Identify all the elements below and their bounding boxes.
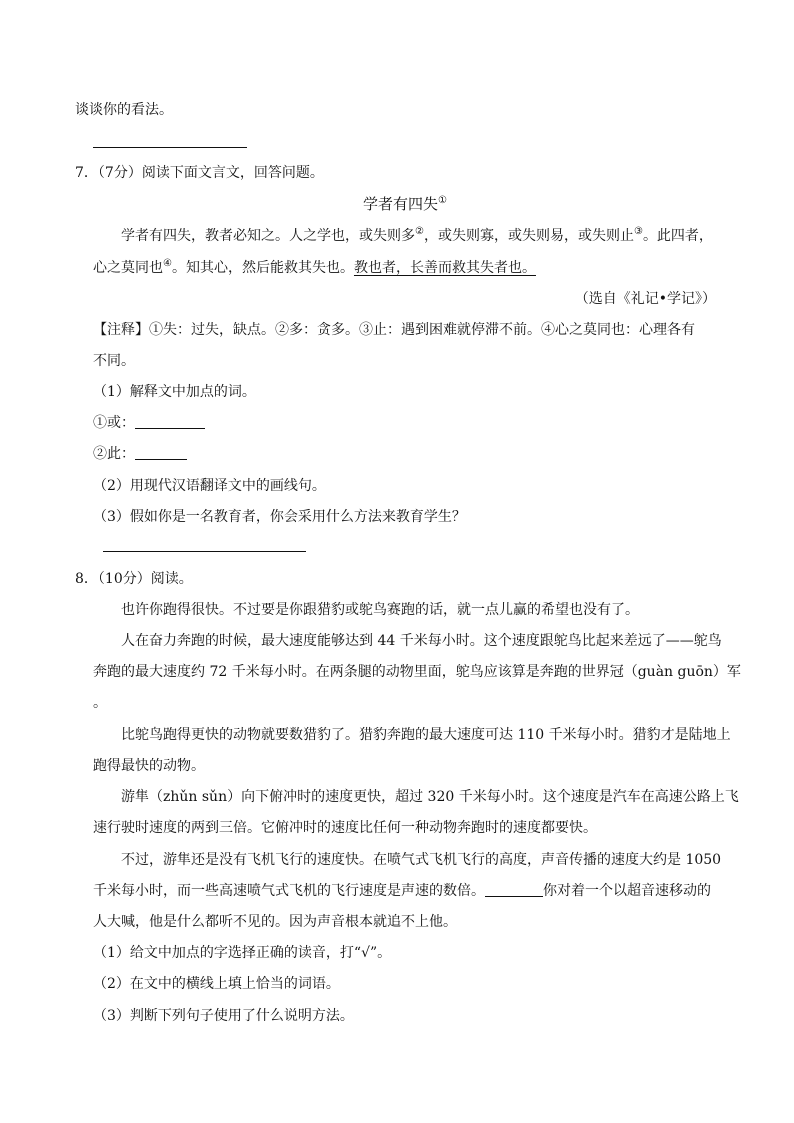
question-7-heading: 7．（7分）阅读下面文言文，回答问题。 [75,165,324,181]
passage-text: 。知其心，然后能救其失也。 [171,260,354,276]
passage-source: （选自《礼记•学记》） [574,291,716,307]
item-label: ①或： [93,415,135,431]
passage-line: 人大喊，他是什么都听不见的。因为声音根本就追不上他。 [93,914,457,930]
note-marker: ① [438,195,447,206]
sub-question: （1）给文中加点的字选择正确的读音，打“√”。 [93,945,392,961]
notes-line: 不同。 [93,353,135,369]
passage-line: 奔跑的最大速度约 72 千米每小时。在两条腿的动物里面，鸵鸟应该算是奔跑的世界冠（guàn guōn）军 [93,664,741,680]
passage-line: 速行驶时速度的两到三倍。它俯冲时的速度比任何一种动物奔跑时的速度都要快。 [93,820,597,836]
passage-line [93,258,536,278]
passage-title [363,194,447,214]
passage-line: 也许你跑得很快。不过要是你跟猎豹或鸵鸟赛跑的话，就一点儿赢的希望也没有了。 [121,602,639,618]
notes-line: 【注释】①失：过失，缺点。②多：贪多。③止：遇到困难就停滞不前。④心之莫同也：心理各有 [93,322,695,338]
passage-line [121,226,713,246]
answer-blank[interactable] [93,147,247,148]
underlined-sentence: 教也者，长善而救其失者也。 [353,260,536,276]
passage-line: 不过，游隼还是没有飞机飞行的速度快。在喷气式飞机飞行的高度，声音传播的速度大约是 1050 [121,852,722,868]
passage-line: 跑得最快的动物。 [93,758,205,774]
sub-question: （2）用现代汉语翻译文中的画线句。 [93,478,326,494]
answer-blank[interactable] [135,445,187,460]
item-label: ②此： [93,446,135,462]
passage-line: 比鸵鸟跑得更快的动物就要数猎豹了。猎豹奔跑的最大速度可达 110 千米每小时。猎豹才是陆地上 [121,727,731,743]
passage-text: 你对着一个以超音速移动的 [543,883,711,899]
note-marker: ④ [163,258,172,269]
sub-question-item [93,413,205,433]
passage-text: 心之莫同也 [93,260,163,276]
sub-question: （3）判断下列句子使用了什么说明方法。 [93,1008,354,1024]
passage-text: 千米每小时，而一些高速喷气式飞机的飞行速度是声速的数倍。 [93,883,485,899]
question-8-heading: 8．（10分）阅读。 [75,571,193,587]
sub-question-item [93,444,187,464]
passage-line: 游隼（zhǔn sǔn）向下俯冲时的速度更快，超过 320 千米每小时。这个速度是汽车在高速公路上飞 [121,789,739,805]
note-marker: ③ [633,226,643,237]
sub-question: （1）解释文中加点的词。 [93,384,256,400]
text-line: 谈谈你的看法。 [75,102,173,118]
passage-line: 。 [93,695,107,711]
passage-text: 学者有四失，教者必知之。人之学也，或失则多 [121,228,415,244]
note-marker: ② [415,226,424,237]
sub-question: （2）在文中的横线上填上恰当的词语。 [93,976,340,992]
sub-question: （3）假如你是一名教育者，你会采用什么方法来教育学生？ [93,509,466,525]
passage-line [93,881,711,901]
passage-text: ，或失则寡，或失则易，或失则止 [423,228,634,244]
passage-title-text: 学者有四失 [363,195,439,213]
passage-text: 。此四者， [642,228,713,244]
answer-blank[interactable] [135,414,205,429]
passage-line: 人在奋力奔跑的时候，最大速度能够达到 44 千米每小时。这个速度跟鸵鸟比起来差远了——鸵鸟 [121,633,722,649]
answer-blank[interactable] [485,882,543,897]
answer-blank[interactable] [103,551,306,552]
